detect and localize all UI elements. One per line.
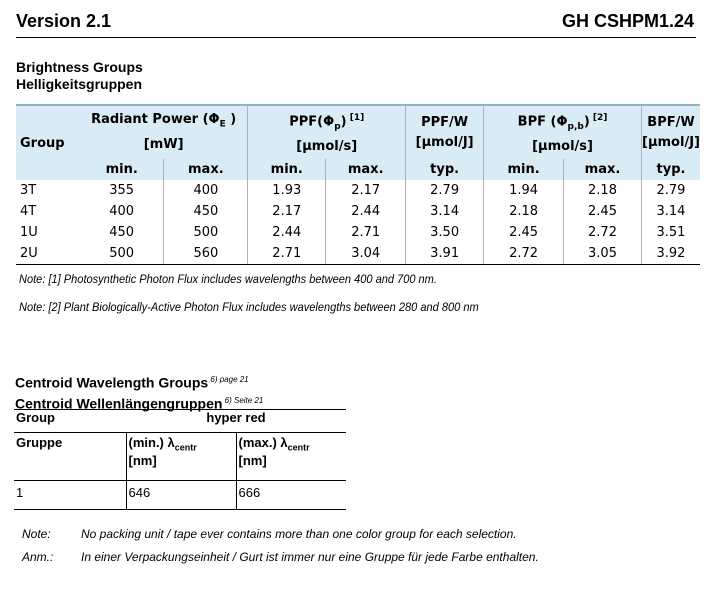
table-row — [16, 201, 700, 222]
brightness-title-en: Brightness Groups — [16, 59, 143, 75]
value-cell: 2.79 — [641, 180, 700, 201]
value-cell: 3.05 — [564, 243, 642, 265]
value-cell: 450 — [109, 225, 135, 240]
group-label: Group — [14, 410, 126, 433]
subheader-cell: typ. — [406, 159, 484, 180]
value-cell: 450 — [164, 201, 248, 222]
subheader-cell: max. — [326, 159, 406, 180]
value-cell: 400 — [164, 180, 248, 201]
subheader-cell: min. — [248, 159, 326, 180]
table-row — [14, 481, 346, 510]
value-cell: 2.17 — [326, 180, 406, 201]
value-cell: 355 — [109, 183, 135, 198]
note-text: No packing unit / tape ever contains more than one color group for each selection. — [81, 527, 517, 541]
value-cell: 400 — [109, 204, 135, 219]
value-cell: 2.44 — [326, 201, 406, 222]
header-rule — [16, 37, 696, 38]
value-cell: 2.45 — [484, 222, 564, 243]
col-radiant-power: Radiant Power ($\Phi_E$ ) [mW] — [80, 105, 248, 159]
brightness-title-de: Helligkeitsgruppen — [16, 76, 143, 92]
col-bpf: BPF $(\Phi_{p,b})$ [2] [μmol/s] — [484, 105, 642, 159]
note-2: Note: [2] Plant Biologically-Active Photon Flux includes wavelengths between 280 and 800 nm — [19, 300, 479, 314]
subheader-cell: min. — [484, 159, 564, 180]
note-label: Note: — [22, 527, 51, 541]
value-cell: 3.50 — [406, 222, 484, 243]
color-label: hyper red — [126, 410, 346, 433]
value-cell: 3.14 — [641, 201, 700, 222]
value-cell: 560 — [164, 243, 248, 265]
value-cell: 2.45 — [564, 201, 642, 222]
value-cell: 3.14 — [406, 201, 484, 222]
value-cell: 2.18 — [484, 201, 564, 222]
value-cell: 2.79 — [406, 180, 484, 201]
version-label: Version 2.1 — [16, 11, 112, 31]
centroid-title — [15, 371, 263, 412]
min-wavelength-header: (min.) $\lambda_{centr}$ [nm] — [126, 433, 236, 481]
brightness-table — [16, 104, 700, 265]
gruppe-label: Gruppe — [16, 435, 63, 450]
subheader-cell: typ. — [641, 159, 700, 180]
max-wavelength-header: (max.) $\lambda_{centr}$ [nm] — [236, 433, 346, 481]
group-cell: 2U — [16, 243, 80, 265]
col-bpfw: BPF/W [μmol/J] — [641, 105, 700, 159]
value-cell: 2.18 — [564, 180, 642, 201]
note-1: Note: [1] Photosynthetic Photon Flux includes wavelengths between 400 and 700 nm. — [19, 272, 437, 286]
group-cell: 3T — [20, 183, 37, 198]
value-cell: 1.94 — [484, 180, 564, 201]
table-row — [16, 222, 700, 243]
value-cell: 3.92 — [641, 243, 700, 265]
table-row — [16, 243, 700, 265]
group-cell: 4T — [20, 204, 37, 219]
value-cell: 3.04 — [326, 243, 406, 265]
value-cell: 1.93 — [248, 180, 326, 201]
col-group: Group — [16, 105, 80, 159]
table-row — [16, 180, 700, 201]
anm-text: In einer Verpackungseinheit / Gurt ist immer nur eine Gruppe für jede Farbe enthalten. — [81, 550, 539, 564]
centroid-title-en: Centroid Wavelength Groups $^{6) page 21}$ — [15, 374, 249, 391]
group-cell: 1U — [20, 225, 38, 240]
value-cell: 2.44 — [248, 222, 326, 243]
col-ppfw: PPF/W [μmol/J] — [406, 105, 484, 159]
col-ppf: $PPF(\Phi_p)$ [1] [μmol/s] — [248, 105, 406, 159]
part-number: GH CSHPM1.24 — [561, 11, 694, 31]
value-cell: 2.71 — [326, 222, 406, 243]
value-cell: 2.72 — [484, 243, 564, 265]
min-value: 646 — [126, 481, 236, 510]
value-cell: 3.51 — [641, 222, 700, 243]
max-value: 666 — [236, 481, 346, 510]
value-cell: 3.91 — [406, 243, 484, 265]
value-cell: 2.72 — [564, 222, 642, 243]
value-cell: 500 — [80, 243, 164, 265]
centroid-table — [14, 409, 346, 510]
subheader-cell: max. — [164, 159, 248, 180]
value-cell: 500 — [164, 222, 248, 243]
subheader-blank — [16, 159, 80, 180]
subheader-cell: max. — [564, 159, 642, 180]
subheader-cell: min. — [80, 159, 164, 180]
brightness-title — [16, 59, 143, 93]
group-value: 1 — [14, 481, 126, 510]
value-cell: 2.71 — [248, 243, 326, 265]
centroid-title-de: Centroid Wellenlängengruppen $^{6) Seite 21}$ — [15, 395, 264, 412]
value-cell: 2.17 — [248, 201, 326, 222]
anm-label: Anm.: — [22, 550, 54, 564]
